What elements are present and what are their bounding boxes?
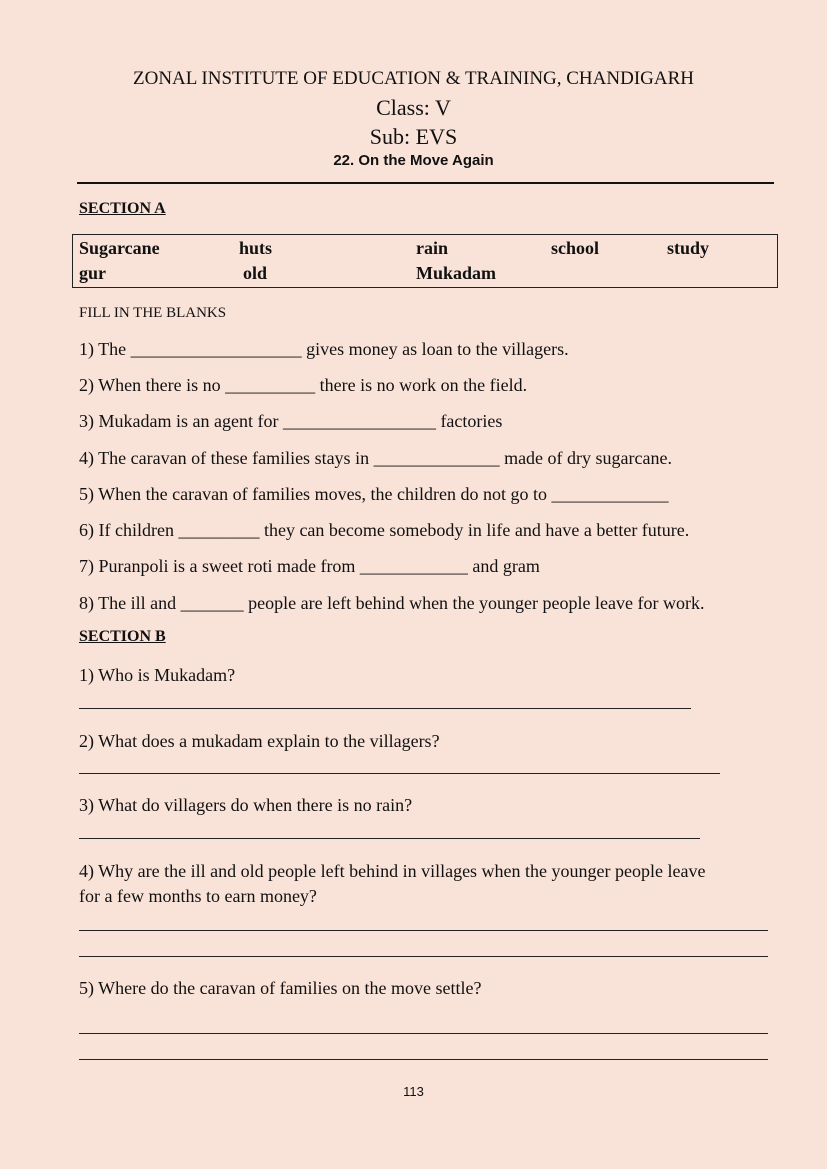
short-answer-question: 5) Where do the caravan of families on the move settle? bbox=[79, 978, 482, 998]
fill-blank-question: 7) Puranpoli is a sweet roti made from ____________ and gram bbox=[79, 556, 540, 576]
fill-blank-question: 6) If children _________ they can become somebody in life and have a better future. bbox=[79, 520, 690, 540]
chapter-number: 22 bbox=[333, 152, 351, 169]
answer-line bbox=[79, 930, 768, 931]
subject-label: Sub: EVS bbox=[369, 124, 458, 149]
answer-line bbox=[79, 708, 691, 709]
header-divider bbox=[77, 182, 774, 184]
word-bank-item: rain bbox=[416, 238, 449, 258]
answer-line bbox=[79, 773, 720, 774]
word-bank-item: school bbox=[551, 238, 600, 258]
short-answer-question-continued: for a few months to earn money? bbox=[79, 886, 317, 906]
section-b-title: SECTION B bbox=[79, 628, 166, 645]
word-bank-item: huts bbox=[239, 238, 273, 258]
fill-blank-question: 8) The ill and _______ people are left behind when the younger people leave for work. bbox=[79, 593, 705, 613]
fill-in-blanks-instruction: FILL IN THE BLANKS bbox=[79, 305, 227, 321]
fill-blank-question: 2) When there is no __________ there is no work on the field. bbox=[79, 375, 528, 395]
short-answer-question: 2) What does a mukadam explain to the villagers? bbox=[79, 731, 440, 751]
answer-line bbox=[79, 956, 768, 957]
word-bank-item: old bbox=[243, 263, 268, 283]
word-bank-item: Sugarcane bbox=[79, 238, 160, 258]
word-bank-item: Mukadam bbox=[416, 263, 497, 283]
fill-blank-question: 5) When the caravan of families moves, the children do not go to _____________ bbox=[79, 484, 669, 504]
fill-blank-question: 4) The caravan of these families stays in ______________ made of dry sugarcane. bbox=[79, 448, 672, 468]
chapter-title bbox=[0, 152, 827, 169]
word-bank-item: gur bbox=[79, 263, 106, 283]
fill-blank-question: 3) Mukadam is an agent for _________________ factories bbox=[79, 411, 503, 431]
word-bank-item: study bbox=[667, 238, 710, 258]
answer-line bbox=[79, 838, 700, 839]
short-answer-question: 1) Who is Mukadam? bbox=[79, 665, 236, 685]
fill-blank-question: 1) The ___________________ gives money as loan to the villagers. bbox=[79, 339, 569, 359]
section-a-title: SECTION A bbox=[79, 200, 166, 217]
class-label: Class: V bbox=[376, 95, 451, 120]
institute-name: ZONAL INSTITUTE OF EDUCATION & TRAINING, CHANDIGARH bbox=[133, 68, 694, 89]
answer-line bbox=[79, 1059, 768, 1060]
answer-line bbox=[79, 1033, 768, 1034]
short-answer-question: 3) What do villagers do when there is no rain? bbox=[79, 795, 413, 815]
short-answer-question: 4) Why are the ill and old people left behind in villages when the younger people leave bbox=[79, 861, 706, 881]
page-number: 113 bbox=[403, 1084, 424, 1099]
word-bank bbox=[72, 234, 778, 288]
chapter-name: . On the Move Again bbox=[350, 152, 494, 169]
